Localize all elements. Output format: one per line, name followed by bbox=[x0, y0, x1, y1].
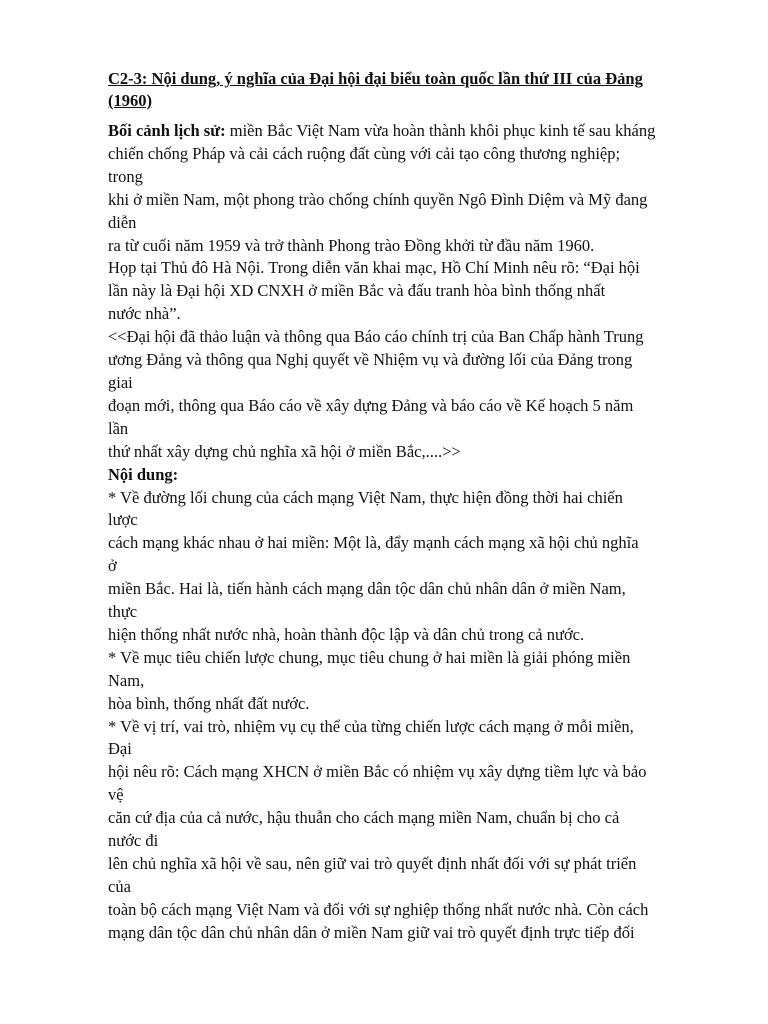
content-line: thực bbox=[108, 602, 138, 622]
context-line: <<Đại hội đã thảo luận và thông qua Báo cáo chính trị của Ban Chấp hành Trung bbox=[108, 327, 644, 347]
context-line: đoạn mới, thông qua Báo cáo về xây dựng Đảng và báo cáo về Kế hoạch 5 năm bbox=[108, 395, 634, 415]
context-line: ương Đảng và thông qua Nghị quyết về Nhiệm vụ và đường lối của Đảng trong bbox=[108, 350, 633, 370]
context-first-line bbox=[108, 120, 708, 143]
context-line: chiến chống Pháp và cải cách ruộng đất cùng với cải tạo công thương nghiệp; bbox=[108, 143, 621, 163]
content-line: mạng dân tộc dân chủ nhân dân ở miền Nam giữ vai trò quyết định trực tiếp đối bbox=[108, 922, 635, 942]
context-line: trong bbox=[108, 166, 143, 186]
content-heading: Nội dung: bbox=[108, 464, 179, 484]
content-line: cách mạng khác nhau ở hai miền: Một là, đẩy mạnh cách mạng xã hội chủ nghĩa bbox=[108, 533, 639, 553]
content-line: vệ bbox=[108, 785, 124, 805]
context-line: lần bbox=[108, 418, 129, 438]
content-line: Đại bbox=[108, 739, 132, 759]
context-first-line-text: miền Bắc Việt Nam vừa hoàn thành khôi phục kinh tế sau kháng bbox=[225, 121, 656, 140]
context-line: lần này là Đại hội XD CNXH ở miền Bắc và đấu tranh hòa bình thống nhất bbox=[108, 281, 606, 301]
document-page bbox=[108, 68, 708, 945]
content-line: Nam, bbox=[108, 670, 145, 690]
content-line: của bbox=[108, 876, 131, 896]
content-section bbox=[108, 464, 708, 945]
content-line: toàn bộ cách mạng Việt Nam và đối với sự nghiệp thống nhất nước nhà. Còn cách bbox=[108, 899, 649, 919]
content-line: nước đi bbox=[108, 831, 159, 851]
context-section bbox=[108, 120, 708, 464]
title-line: C2-3: Nội dung, ý nghĩa của Đại hội đại biểu toàn quốc lần thứ III của Đảng bbox=[108, 69, 643, 88]
content-line: ở bbox=[108, 556, 117, 576]
context-line: ra từ cuối năm 1959 và trở thành Phong trào Đồng khởi từ đầu năm 1960. bbox=[108, 235, 595, 255]
content-line: miền Bắc. Hai là, tiến hành cách mạng dân tộc dân chủ nhân dân ở miền Nam, bbox=[108, 579, 626, 599]
context-line: khi ở miền Nam, một phong trào chống chính quyền Ngô Đình Diệm và Mỹ đang bbox=[108, 189, 648, 209]
context-line: giai bbox=[108, 372, 133, 392]
context-line: nước nhà”. bbox=[108, 304, 181, 324]
content-line: * Về đường lối chung của cách mạng Việt Nam, thực hiện đồng thời hai chiến bbox=[108, 487, 623, 507]
context-heading: Bối cảnh lịch sử: bbox=[108, 121, 226, 140]
context-line: thứ nhất xây dựng chủ nghĩa xã hội ở miền Bắc,....>> bbox=[108, 441, 461, 461]
content-line: căn cứ địa của cả nước, hậu thuẫn cho cách mạng miền Nam, chuẩn bị cho cả bbox=[108, 808, 620, 828]
content-line: lược bbox=[108, 510, 138, 530]
content-line: lên chủ nghĩa xã hội về sau, nên giữ vai trò quyết định nhất đối với sự phát triển bbox=[108, 854, 637, 873]
context-line: diễn bbox=[108, 212, 137, 232]
content-line: hội nêu rõ: Cách mạng XHCN ở miền Bắc có nhiệm vụ xây dựng tiềm lực và bảo bbox=[108, 762, 647, 782]
content-line: * Về vị trí, vai trò, nhiệm vụ cụ thể của từng chiến lược cách mạng ở mỗi miền, bbox=[108, 716, 634, 736]
title-line: (1960) bbox=[108, 91, 152, 110]
document-title bbox=[108, 68, 708, 112]
context-line: Họp tại Thủ đô Hà Nội. Trong diễn văn khai mạc, Hồ Chí Minh nêu rõ: “Đại hội bbox=[108, 258, 640, 278]
content-line: * Về mục tiêu chiến lược chung, mục tiêu chung ở hai miền là giải phóng miền bbox=[108, 647, 631, 667]
content-line: hiện thống nhất nước nhà, hoàn thành độc lập và dân chủ trong cả nước. bbox=[108, 624, 585, 644]
content-line: hòa bình, thống nhất đất nước. bbox=[108, 693, 310, 713]
